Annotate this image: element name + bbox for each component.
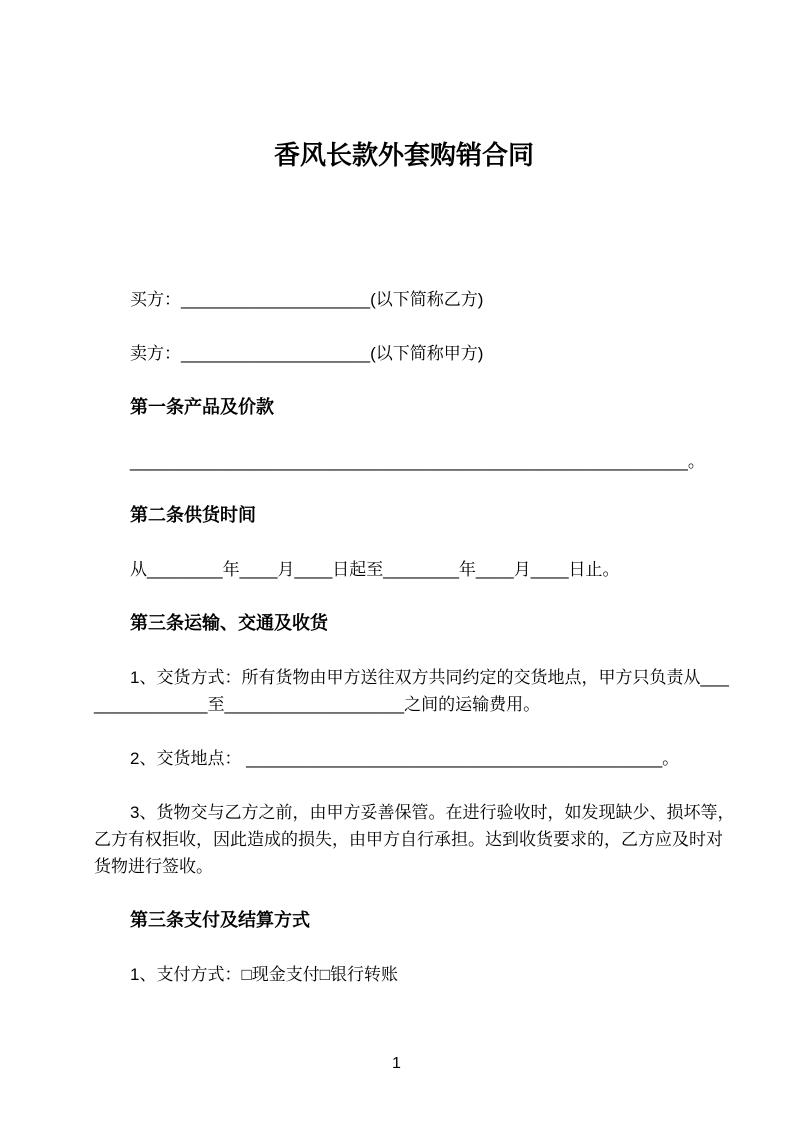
buyer-line: 买方：____________________(以下简称乙方) — [130, 290, 484, 309]
section2-heading: 第二条供货时间 — [130, 505, 256, 525]
delivery-place-line: 2、交货地点： ____________________________________________。 — [130, 749, 680, 768]
section1-heading: 第一条产品及价款 — [130, 397, 274, 417]
delivery-method-line1: 1、交货方式：所有货物由甲方送往双方共同约定的交货地点，甲方只负责从___ — [130, 668, 729, 687]
seller-line: 卖方：____________________(以下简称甲方) — [130, 344, 484, 363]
goods-care-line3: 货物进行签收。 — [94, 857, 213, 876]
goods-care-line1: 3、货物交与乙方之前，由甲方妥善保管。在进行验收时，如发现缺少、损坏等， — [130, 803, 735, 822]
goods-care-line2: 乙方有权拒收，因此造成的损失，由甲方自行承担。达到收货要求的，乙方应及时对 — [94, 830, 723, 849]
contract-title: 香风长款外套购销合同 — [273, 140, 534, 170]
section3-heading: 第三条运输、交通及收货 — [130, 613, 328, 633]
section4-heading: 第三条支付及结算方式 — [130, 910, 310, 930]
delivery-method-line2: ____________至___________________之间的运输费用。 — [94, 695, 541, 714]
page-number: 1 — [392, 1055, 401, 1072]
supply-period-line: 从________年____月____日起至________年____月____日止。 — [130, 560, 620, 579]
section1-blank-line: ___________________________________________________________。 — [130, 452, 705, 471]
payment-method-line: 1、支付方式：□现金支付□银行转账 — [130, 965, 398, 984]
